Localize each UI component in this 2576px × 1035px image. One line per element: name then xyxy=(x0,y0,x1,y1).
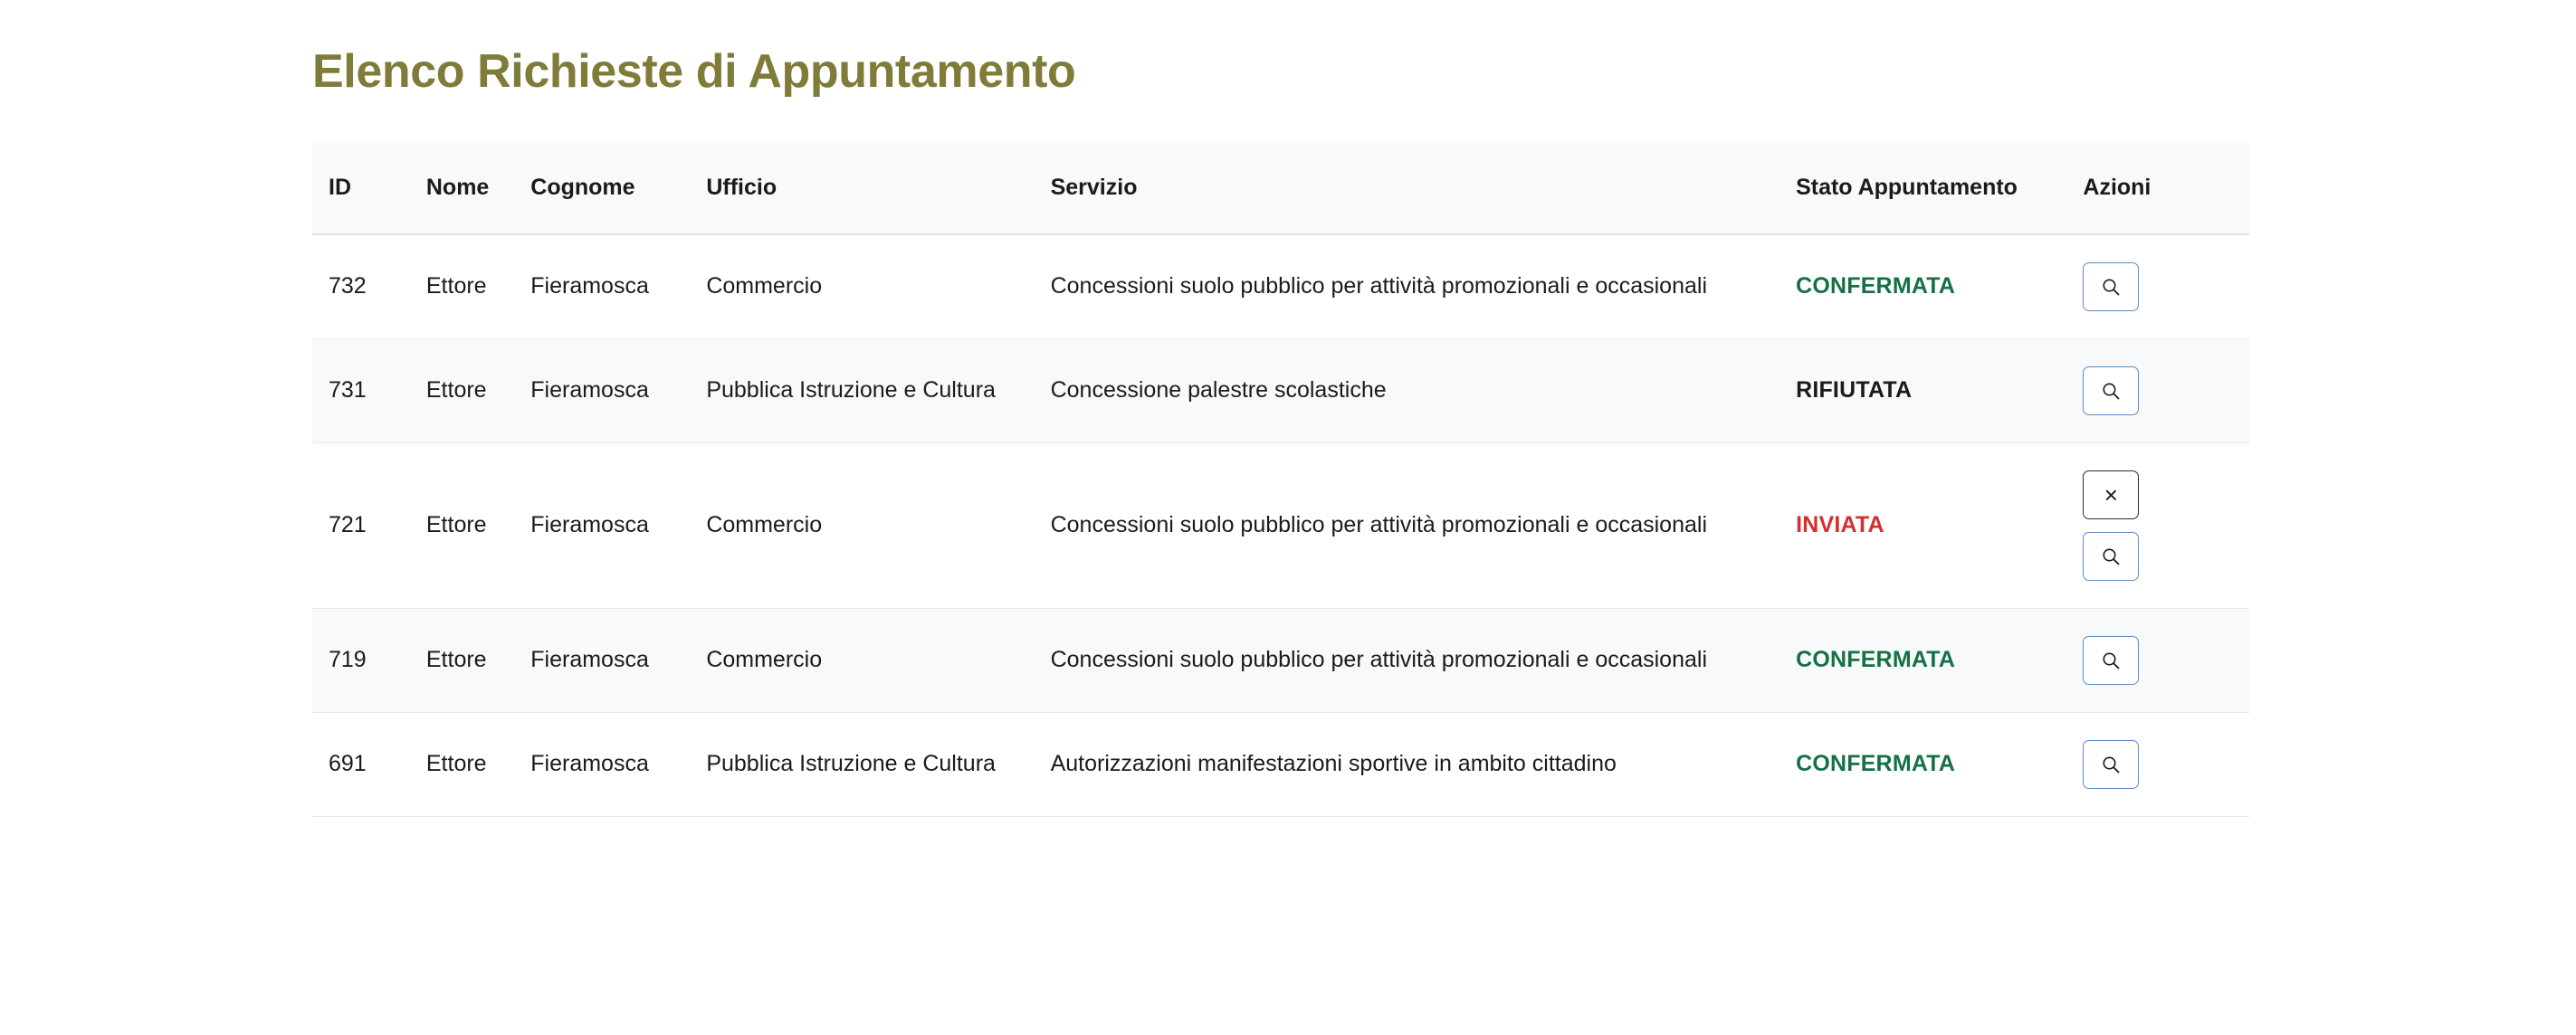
cell-cognome: Fieramosca xyxy=(530,442,706,608)
cell-stato xyxy=(1796,608,2083,712)
cell-ufficio: Pubblica Istruzione e Cultura xyxy=(706,338,1050,442)
cell-servizio: Autorizzazioni manifestazioni sportive in ambito cittadino xyxy=(1051,712,1796,816)
cell-azioni xyxy=(2083,442,2249,608)
cell-azioni xyxy=(2083,608,2249,712)
cell-id: 719 xyxy=(312,608,426,712)
cell-ufficio: Commercio xyxy=(706,234,1050,339)
cell-cognome: Fieramosca xyxy=(530,234,706,339)
close-icon: × xyxy=(2104,480,2118,508)
action-buttons xyxy=(2083,366,2249,415)
view-details-button[interactable] xyxy=(2083,532,2139,581)
appointment-requests-table-wrapper xyxy=(312,143,2249,817)
view-details-button[interactable] xyxy=(2083,740,2139,789)
view-details-button[interactable] xyxy=(2083,262,2139,311)
column-header-id: ID xyxy=(312,143,426,234)
cell-stato xyxy=(1796,234,2083,339)
action-buttons xyxy=(2083,740,2249,789)
table-body xyxy=(312,234,2249,817)
cell-ufficio: Commercio xyxy=(706,442,1050,608)
table-header-row xyxy=(312,143,2249,234)
cell-stato xyxy=(1796,338,2083,442)
cell-stato xyxy=(1796,712,2083,816)
column-header-servizio: Servizio xyxy=(1051,143,1796,234)
column-header-nome: Nome xyxy=(426,143,530,234)
cell-stato xyxy=(1796,442,2083,608)
status-badge: RIFIUTATA xyxy=(1796,376,1913,403)
table-row xyxy=(312,442,2249,608)
cell-servizio: Concessioni suolo pubblico per attività promozionali e occasionali xyxy=(1051,608,1796,712)
action-buttons xyxy=(2083,470,2249,581)
cell-servizio: Concessioni suolo pubblico per attività promozionali e occasionali xyxy=(1051,442,1796,608)
cell-nome: Ettore xyxy=(426,338,530,442)
cell-id: 691 xyxy=(312,712,426,816)
cell-ufficio: Pubblica Istruzione e Cultura xyxy=(706,712,1050,816)
cell-nome: Ettore xyxy=(426,608,530,712)
search-icon xyxy=(2101,546,2121,566)
cell-nome: Ettore xyxy=(426,712,530,816)
column-header-cognome: Cognome xyxy=(530,143,706,234)
cell-azioni xyxy=(2083,234,2249,339)
cell-cognome: Fieramosca xyxy=(530,712,706,816)
table-row xyxy=(312,608,2249,712)
table-row xyxy=(312,338,2249,442)
status-badge: CONFERMATA xyxy=(1796,272,1956,299)
status-badge: INVIATA xyxy=(1796,511,1884,537)
cell-id: 732 xyxy=(312,234,426,339)
cell-id: 721 xyxy=(312,442,426,608)
table-row xyxy=(312,234,2249,339)
view-details-button[interactable] xyxy=(2083,636,2139,685)
cell-nome: Ettore xyxy=(426,234,530,339)
appointment-requests-table xyxy=(312,143,2249,817)
search-icon xyxy=(2101,650,2121,670)
search-icon xyxy=(2101,755,2121,774)
page-title: Elenco Richieste di Appuntamento xyxy=(312,45,1076,98)
cell-id: 731 xyxy=(312,338,426,442)
status-badge: CONFERMATA xyxy=(1796,646,1956,672)
status-badge: CONFERMATA xyxy=(1796,750,1956,776)
cell-ufficio: Commercio xyxy=(706,608,1050,712)
action-buttons xyxy=(2083,262,2249,311)
search-icon xyxy=(2101,277,2121,297)
table-header xyxy=(312,143,2249,234)
cancel-appointment-button[interactable] xyxy=(2083,470,2139,519)
cell-cognome: Fieramosca xyxy=(530,608,706,712)
cell-cognome: Fieramosca xyxy=(530,338,706,442)
cell-azioni xyxy=(2083,338,2249,442)
view-details-button[interactable] xyxy=(2083,366,2139,415)
table-row xyxy=(312,712,2249,816)
column-header-ufficio: Ufficio xyxy=(706,143,1050,234)
cell-servizio: Concessione palestre scolastiche xyxy=(1051,338,1796,442)
column-header-stato: Stato Appuntamento xyxy=(1796,143,2083,234)
cell-azioni xyxy=(2083,712,2249,816)
action-buttons xyxy=(2083,636,2249,685)
search-icon xyxy=(2101,381,2121,401)
cell-nome: Ettore xyxy=(426,442,530,608)
cell-servizio: Concessioni suolo pubblico per attività promozionali e occasionali xyxy=(1051,234,1796,339)
column-header-azioni: Azioni xyxy=(2083,143,2249,234)
